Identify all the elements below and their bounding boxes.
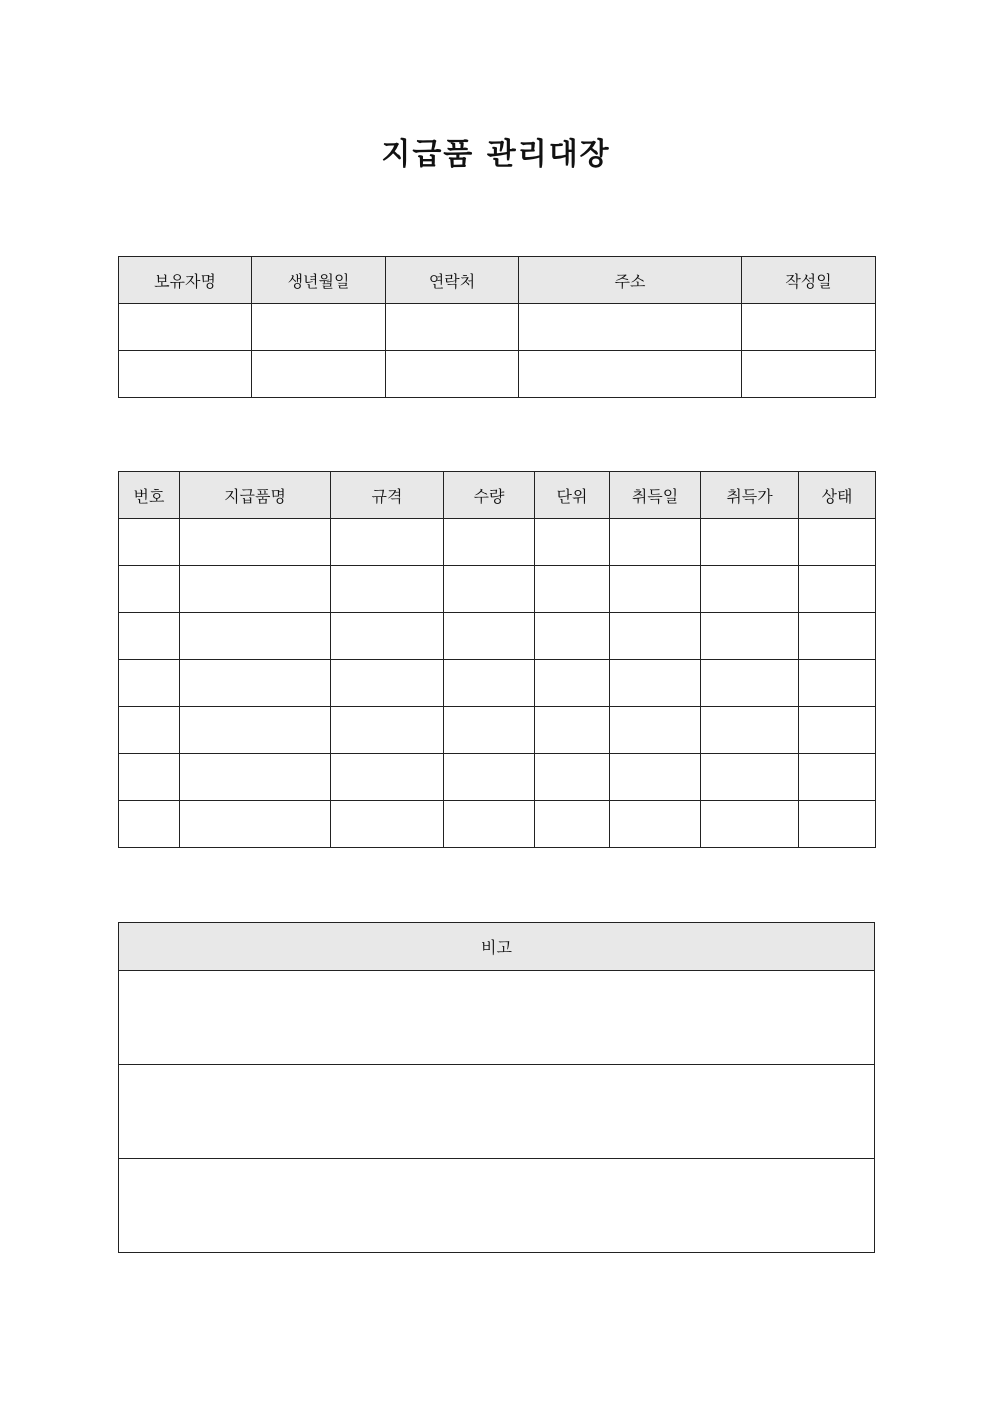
birth-date-cell[interactable] (252, 351, 386, 398)
holder-name-header: 보유자명 (119, 257, 252, 304)
quantity-cell[interactable] (444, 613, 535, 660)
acquired-price-cell[interactable] (701, 566, 799, 613)
status-cell[interactable] (799, 566, 876, 613)
quantity-cell[interactable] (444, 660, 535, 707)
item-name-cell[interactable] (180, 566, 331, 613)
holder-name-cell[interactable] (119, 351, 252, 398)
unit-cell[interactable] (535, 613, 610, 660)
acquired-date-cell[interactable] (610, 801, 701, 848)
item-name-cell[interactable] (180, 519, 331, 566)
acquired-date-cell[interactable] (610, 519, 701, 566)
remarks-cell[interactable] (119, 1159, 875, 1253)
acquired-date-cell[interactable] (610, 660, 701, 707)
status-cell[interactable] (799, 519, 876, 566)
number-cell[interactable] (119, 754, 180, 801)
unit-cell[interactable] (535, 801, 610, 848)
quantity-cell[interactable] (444, 566, 535, 613)
holder-info-table (118, 256, 876, 398)
item-name-cell[interactable] (180, 801, 331, 848)
acquired-price-cell[interactable] (701, 754, 799, 801)
number-cell[interactable] (119, 707, 180, 754)
spec-cell[interactable] (331, 660, 444, 707)
acquired-date-cell[interactable] (610, 754, 701, 801)
unit-cell[interactable] (535, 566, 610, 613)
written-date-header: 작성일 (742, 257, 876, 304)
item-row (119, 754, 876, 801)
number-cell[interactable] (119, 519, 180, 566)
item-name-header: 지급품명 (180, 472, 331, 519)
item-row (119, 566, 876, 613)
contact-header: 연락처 (386, 257, 519, 304)
quantity-header: 수량 (444, 472, 535, 519)
status-cell[interactable] (799, 660, 876, 707)
holder-row (119, 304, 876, 351)
quantity-cell[interactable] (444, 707, 535, 754)
quantity-cell[interactable] (444, 801, 535, 848)
status-cell[interactable] (799, 801, 876, 848)
acquired-date-cell[interactable] (610, 613, 701, 660)
number-cell[interactable] (119, 660, 180, 707)
address-cell[interactable] (519, 351, 742, 398)
item-row (119, 801, 876, 848)
acquired-date-header: 취득일 (610, 472, 701, 519)
status-cell[interactable] (799, 754, 876, 801)
remarks-cell[interactable] (119, 971, 875, 1065)
item-row (119, 519, 876, 566)
acquired-date-cell[interactable] (610, 566, 701, 613)
acquired-price-cell[interactable] (701, 801, 799, 848)
spec-cell[interactable] (331, 613, 444, 660)
remarks-header: 비고 (119, 923, 875, 971)
acquired-date-cell[interactable] (610, 707, 701, 754)
spec-cell[interactable] (331, 707, 444, 754)
status-cell[interactable] (799, 613, 876, 660)
item-row (119, 660, 876, 707)
remarks-row (119, 1065, 875, 1159)
quantity-cell[interactable] (444, 754, 535, 801)
status-header: 상태 (799, 472, 876, 519)
item-name-cell[interactable] (180, 660, 331, 707)
written-date-cell[interactable] (742, 351, 876, 398)
remarks-header-row (119, 923, 875, 971)
remarks-row (119, 1159, 875, 1253)
items-header-row (119, 472, 876, 519)
issued-items-table (118, 471, 876, 848)
acquired-price-cell[interactable] (701, 613, 799, 660)
remarks-table (118, 922, 875, 1253)
item-name-cell[interactable] (180, 754, 331, 801)
spec-header: 규격 (331, 472, 444, 519)
birth-date-header: 생년월일 (252, 257, 386, 304)
item-row (119, 613, 876, 660)
item-row (119, 707, 876, 754)
spec-cell[interactable] (331, 801, 444, 848)
acquired-price-cell[interactable] (701, 707, 799, 754)
contact-cell[interactable] (386, 304, 519, 351)
number-header: 번호 (119, 472, 180, 519)
acquired-price-cell[interactable] (701, 519, 799, 566)
item-name-cell[interactable] (180, 613, 331, 660)
holder-header-row (119, 257, 876, 304)
holder-row (119, 351, 876, 398)
spec-cell[interactable] (331, 519, 444, 566)
number-cell[interactable] (119, 801, 180, 848)
acquired-price-header: 취득가 (701, 472, 799, 519)
number-cell[interactable] (119, 613, 180, 660)
written-date-cell[interactable] (742, 304, 876, 351)
number-cell[interactable] (119, 566, 180, 613)
unit-cell[interactable] (535, 519, 610, 566)
birth-date-cell[interactable] (252, 304, 386, 351)
item-name-cell[interactable] (180, 707, 331, 754)
unit-cell[interactable] (535, 754, 610, 801)
unit-cell[interactable] (535, 660, 610, 707)
spec-cell[interactable] (331, 566, 444, 613)
spec-cell[interactable] (331, 754, 444, 801)
acquired-price-cell[interactable] (701, 660, 799, 707)
contact-cell[interactable] (386, 351, 519, 398)
quantity-cell[interactable] (444, 519, 535, 566)
remarks-row (119, 971, 875, 1065)
unit-cell[interactable] (535, 707, 610, 754)
holder-name-cell[interactable] (119, 304, 252, 351)
status-cell[interactable] (799, 707, 876, 754)
address-cell[interactable] (519, 304, 742, 351)
address-header: 주소 (519, 257, 742, 304)
remarks-cell[interactable] (119, 1065, 875, 1159)
unit-header: 단위 (535, 472, 610, 519)
page-title: 지급품 관리대장 (381, 137, 611, 172)
